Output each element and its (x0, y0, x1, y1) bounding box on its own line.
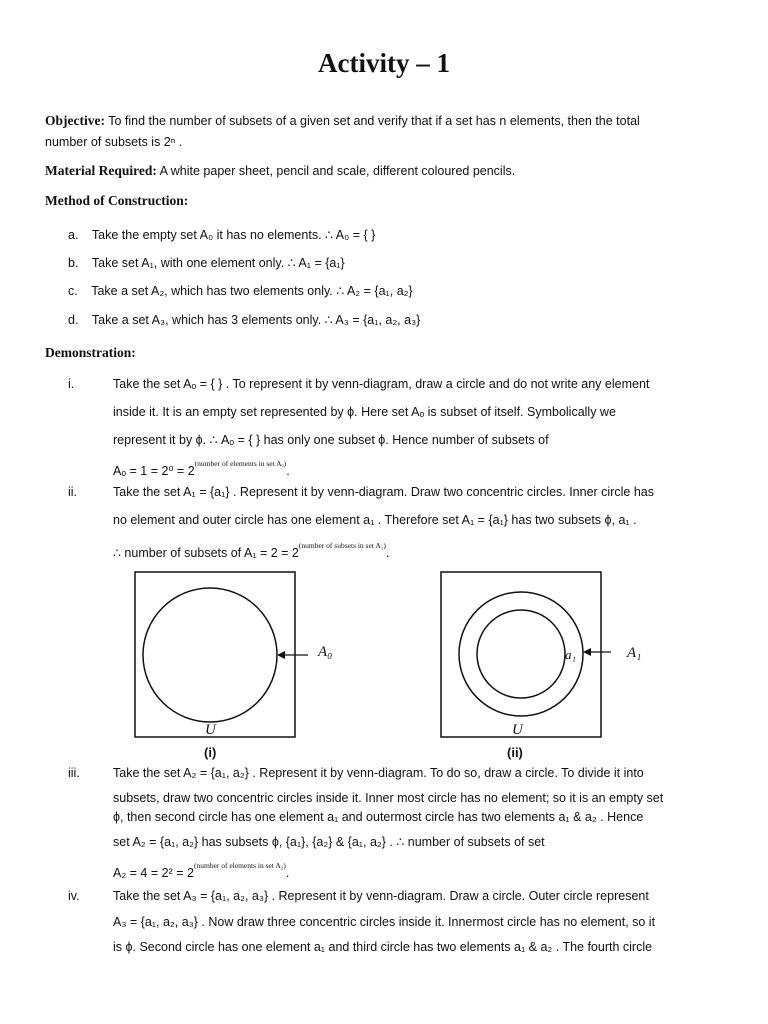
figure-caption-ii: (ii) (507, 745, 523, 760)
method-item-d (68, 312, 420, 327)
label-arrow-head (277, 651, 285, 659)
material-line (45, 163, 515, 179)
method-item-text: Take a set A₃, which has 3 elements only. ∴ A₃ = {a₁, a₂, a₃} (91, 313, 421, 327)
material-label: Material Required: (45, 163, 157, 178)
step-ii-period: . (385, 546, 390, 560)
step-iii-formula: A₂ = 4 = 2² = 2 (113, 866, 194, 880)
method-item-text: Take the empty set A₀ it has no elements. ∴ A₀ = { } (91, 228, 376, 242)
method-item-b (68, 255, 345, 270)
step-iv-line-1: Take the set A₃ = {a₁, a₂, a₃} . Represent it by venn-diagram. Draw a circle. Outer circle represent (113, 889, 649, 903)
step-iv-line-2: A₃ = {a₁, a₂, a₃} . Now draw three concentric circles inside it. Innermost circle has no element, so it (113, 915, 656, 929)
set-label-a0: A₀ (318, 644, 333, 660)
material-text: A white paper sheet, pencil and scale, different coloured pencils. (159, 164, 516, 178)
method-item-text: Take a set A₂, which has two elements only. ∴ A₂ = {a₁, a₂} (91, 284, 413, 298)
step-i-line-1: Take the set Aₒ = { } . To represent it by venn-diagram, draw a circle and do not write any element (113, 377, 650, 391)
step-i-line-3: represent it by ϕ. ∴ Aₒ = { } has only one subset ϕ. Hence number of subsets of (113, 433, 549, 447)
step-iii-period: . (285, 866, 290, 880)
set-circle-a0 (143, 588, 277, 722)
step-ii-marker: ii. (68, 485, 78, 499)
step-ii-line-3 (113, 541, 389, 560)
universe-label-i: U (205, 722, 216, 738)
method-item-c (68, 283, 413, 298)
step-ii-exponent: (number of subsets in set A₁) (298, 541, 386, 550)
step-i-period: . (286, 464, 290, 478)
method-item-text: Take set A₁, with one element only. ∴ A₁ = {a₁} (91, 256, 345, 270)
step-iii-line-2: subsets, draw two concentric circles inside it. Inner most circle has no element; so it is an empty set (113, 791, 664, 805)
element-label-a1: a₁ (565, 647, 577, 662)
method-item-marker: b. (68, 256, 79, 270)
method-item-a (68, 227, 375, 242)
demonstration-heading: Demonstration: (45, 345, 136, 360)
method-item-marker: d. (68, 313, 79, 327)
objective-text-2: number of subsets is 2ⁿ . (45, 135, 183, 149)
figure-caption-i: (i) (204, 745, 217, 760)
universe-box (135, 572, 295, 737)
method-heading: Method of Construction: (45, 193, 189, 208)
set-label-a1: A₁ (627, 645, 642, 661)
objective-text-1: To find the number of subsets of a given set and verify that if a set has n elements, then the total (108, 114, 640, 128)
universe-label-ii: U (512, 722, 523, 738)
universe-box (441, 572, 601, 737)
step-iv-marker: iv. (68, 889, 80, 903)
venn-diagram-ii (436, 568, 611, 743)
venn-diagram-i (128, 568, 308, 743)
label-arrow-head (583, 648, 591, 656)
step-i-line-2: inside it. It is an empty set represented by ϕ. Here set Aₒ is subset of itself. Symbolically we (113, 405, 616, 419)
step-iv-line-3: is ϕ. Second circle has one element a₁ and third circle has two elements a₁ & a₂ . The fourth circle (113, 940, 653, 954)
step-iii-marker: iii. (68, 766, 80, 780)
step-ii-line-1: Take the set A₁ = {a₁} . Represent it by venn-diagram. Draw two concentric circles. Inner circle has (113, 485, 654, 499)
step-iii-exponent: (number of elements in set A₂) (193, 861, 286, 870)
inner-circle (477, 610, 565, 698)
step-ii-line-2: no element and outer circle has one element a₁ . Therefore set A₁ = {a₁} has two subsets ϕ, a₁ . (113, 513, 637, 527)
step-ii-formula: ∴ number of subsets of A₁ = 2 = 2 (113, 546, 299, 560)
objective-line-1 (45, 113, 640, 129)
step-iii-line-1: Take the set A₂ = {a₁, a₂} . Represent it by venn-diagram. To do so, draw a circle. To divide it into (113, 766, 644, 780)
method-item-marker: c. (68, 284, 78, 298)
step-i-formula: Aₒ = 1 = 2⁰ = 2 (113, 464, 195, 478)
page-title: Activity – 1 (318, 48, 450, 78)
step-iii-line-4: set A₂ = {a₁, a₂} has subsets ϕ, {a₁}, {a₂} & {a₁, a₂} . ∴ number of subsets of set (113, 835, 545, 849)
step-iii-line-5 (113, 861, 289, 880)
method-item-marker: a. (68, 228, 79, 242)
step-i-line-4 (113, 459, 290, 478)
step-i-exponent: (number of elements in set Aₒ) (194, 459, 287, 468)
step-i-marker: i. (68, 377, 75, 391)
step-iii-line-3: ϕ, then second circle has one element a₁ and outermost circle has two elements a₁ & a₂ . Hence (113, 810, 644, 824)
objective-label: Objective: (45, 113, 105, 128)
